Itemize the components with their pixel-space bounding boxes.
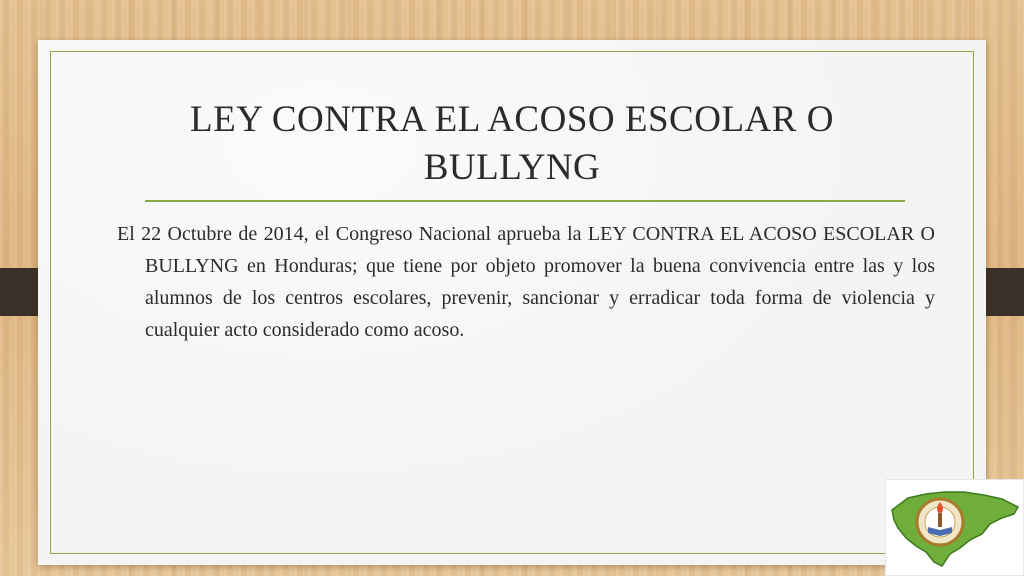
title-divider [145,200,905,202]
slide-title: LEY CONTRA EL ACOSO ESCOLAR O BULLYNG [190,99,834,188]
torch-icon [938,513,942,527]
honduras-map-school-emblem-icon [886,480,1023,575]
logo-badge [885,479,1024,576]
slide-body-text: El 22 Octubre de 2014, el Congreso Nacional aprueba la LEY CONTRA EL ACOSO ESCOLAR O BULLYNG en Honduras; que tiene por objeto promover la buena convivencia entre las y los alumnos de los centros escolares, prevenir, sancionar y erradicar toda forma de violencia y cualquier acto considerado como acoso. [117,223,935,341]
slide-paper [38,40,986,565]
